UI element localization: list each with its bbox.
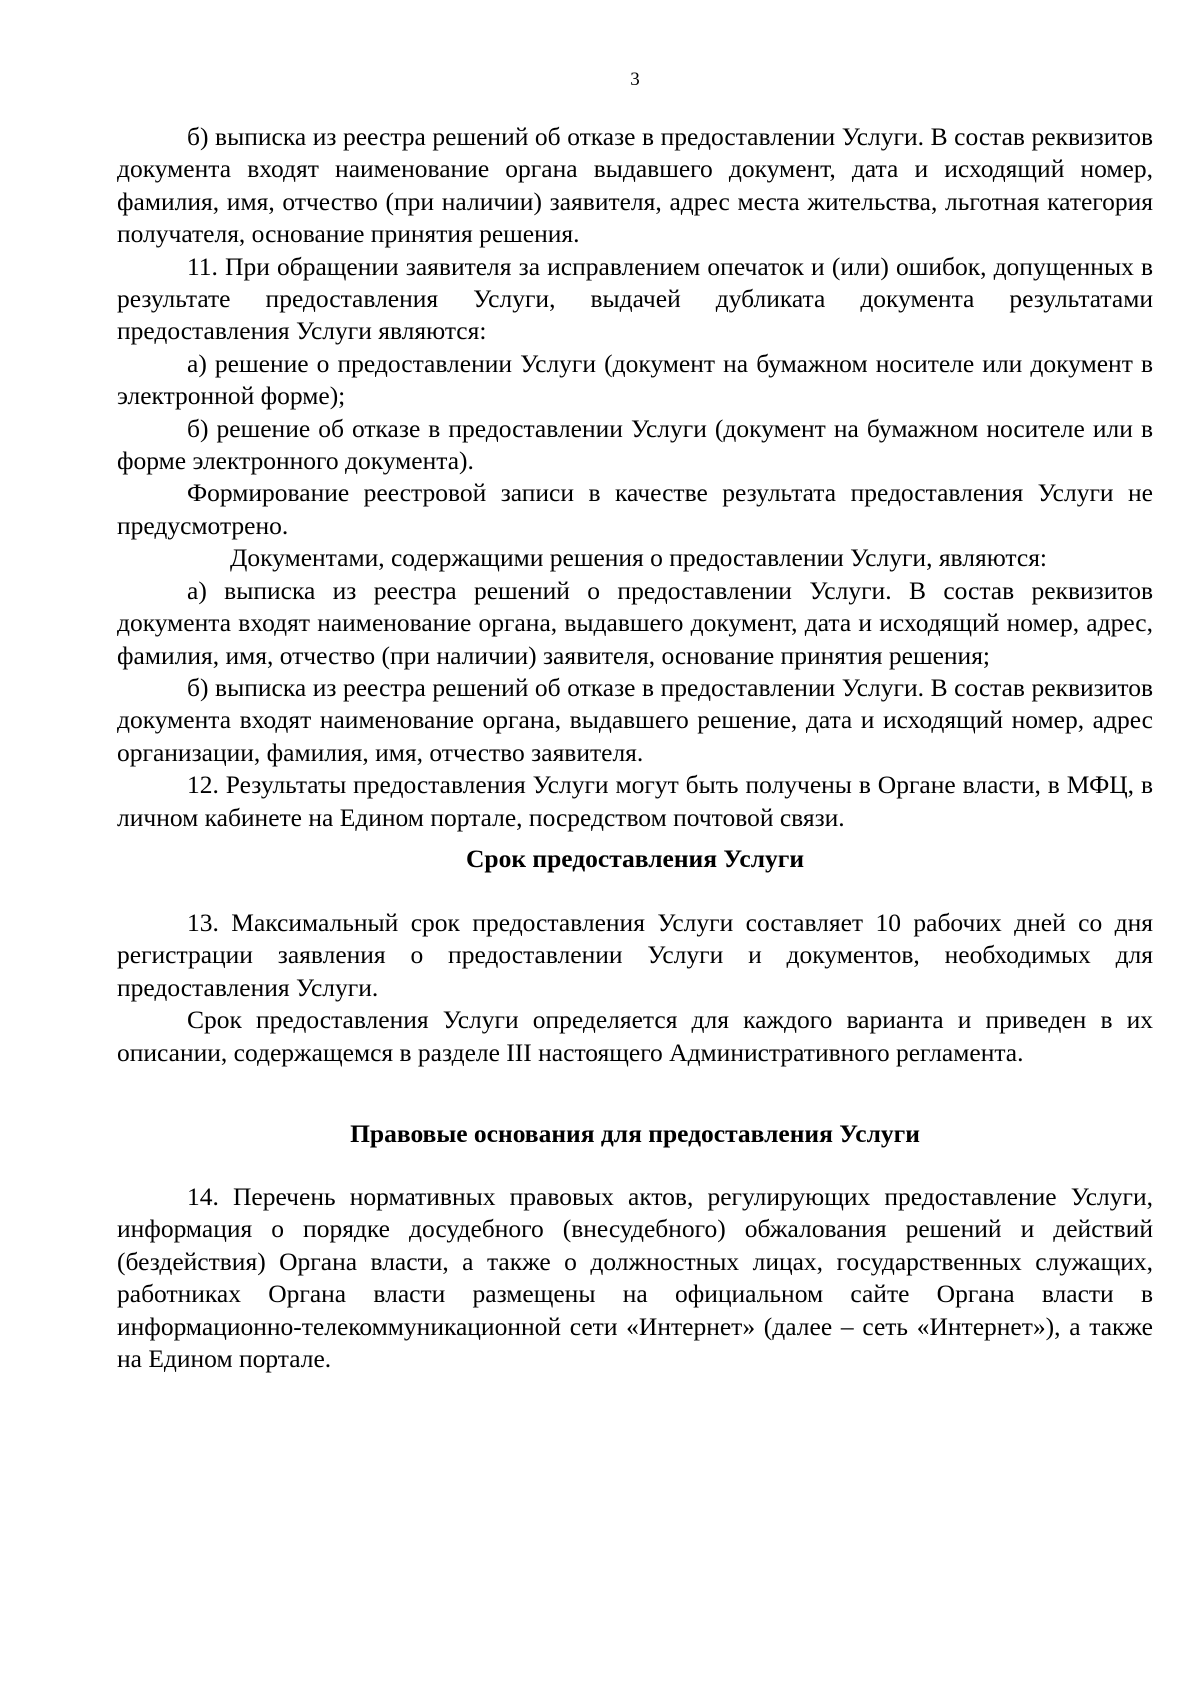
page-number: 3	[630, 69, 640, 90]
text-block-term	[117, 907, 1153, 1069]
paragraph-term-variant: Срок предоставления Услуги определяется для каждого варианта и приведен в их описании, содержащемся в разделе III настоящего Административного регламента.	[117, 1005, 1153, 1067]
paragraph-documents-intro: Документами, содержащими решения о предоставлении Услуги, являются:	[230, 543, 1048, 573]
paragraph-decision-refusal: б) решение об отказе в предоставлении Услуги (документ на бумажном носителе или в форме электронного документа).	[117, 413, 1153, 476]
paragraph-extract-grant: а) выписка из реестра решений о предоставлении Услуги. В состав реквизитов документа входят наименование органа, выдавшего документ, дата и исходящий номер, адрес, фамилия, имя, отчество (при наличии) заявителя, основание принятия решения;	[117, 575, 1153, 670]
paragraph-item-12: 12. Результаты предоставления Услуги могут быть получены в Органе власти, в МФЦ, в личном кабинете на Едином портале, посредством почтовой связи.	[117, 770, 1153, 832]
text-block-results	[117, 121, 1153, 834]
section-title-term: Срок предоставления Услуги	[465, 844, 805, 873]
text-block-legal-basis	[117, 1181, 1153, 1375]
paragraph-item-13: 13. Максимальный срок предоставления Услуги составляет 10 рабочих дней со дня регистрации заявления о предоставлении Услуги и документов, необходимых для предоставления Услуги.	[117, 908, 1153, 1002]
section-title-legal-basis: Правовые основания для предоставления Услуги	[350, 1119, 920, 1148]
paragraph-extract-refusal: б) выписка из реестра решений об отказе в предоставлении Услуги. В состав реквизитов документа входят наименование органа выдавшего документ, дата и исходящий номер, фамилия, имя, отчество (при наличии) заявителя, адрес места жительства, льготная категория получателя, основание принятия решения.	[117, 122, 1153, 249]
paragraph-registry-record: Формирование реестровой записи в качестве результата предоставления Услуги не предусмотрено.	[117, 478, 1153, 540]
paragraph-extract-refusal-2: б) выписка из реестра решений об отказе в предоставлении Услуги. В состав реквизитов документа входят наименование органа, выдавшего решение, дата и исходящий номер, адрес организации, фамилия, имя, отчество заявителя.	[117, 672, 1153, 767]
paragraph-item-11: 11. При обращении заявителя за исправлением опечаток и (или) ошибок, допущенных в результате предоставления Услуги, выдачей дубликата документа результатами предоставления Услуги являются:	[117, 251, 1153, 346]
paragraph-decision-grant: а) решение о предоставлении Услуги (документ на бумажном носителе или документ в электронной форме);	[117, 348, 1153, 411]
paragraph-item-14: 14. Перечень нормативных правовых актов, регулирующих предоставление Услуги, информация о порядке досудебного (внесудебного) обжалования решений и действий (бездействия) Органа власти, а также о должностных лицах, государственных служащих, работниках Органа власти размещены на официальном сайте Органа власти в информационно-телекоммуникационной сети «Интернет» (далее – сеть «Интернет»), а также на Едином портале.	[117, 1182, 1153, 1374]
